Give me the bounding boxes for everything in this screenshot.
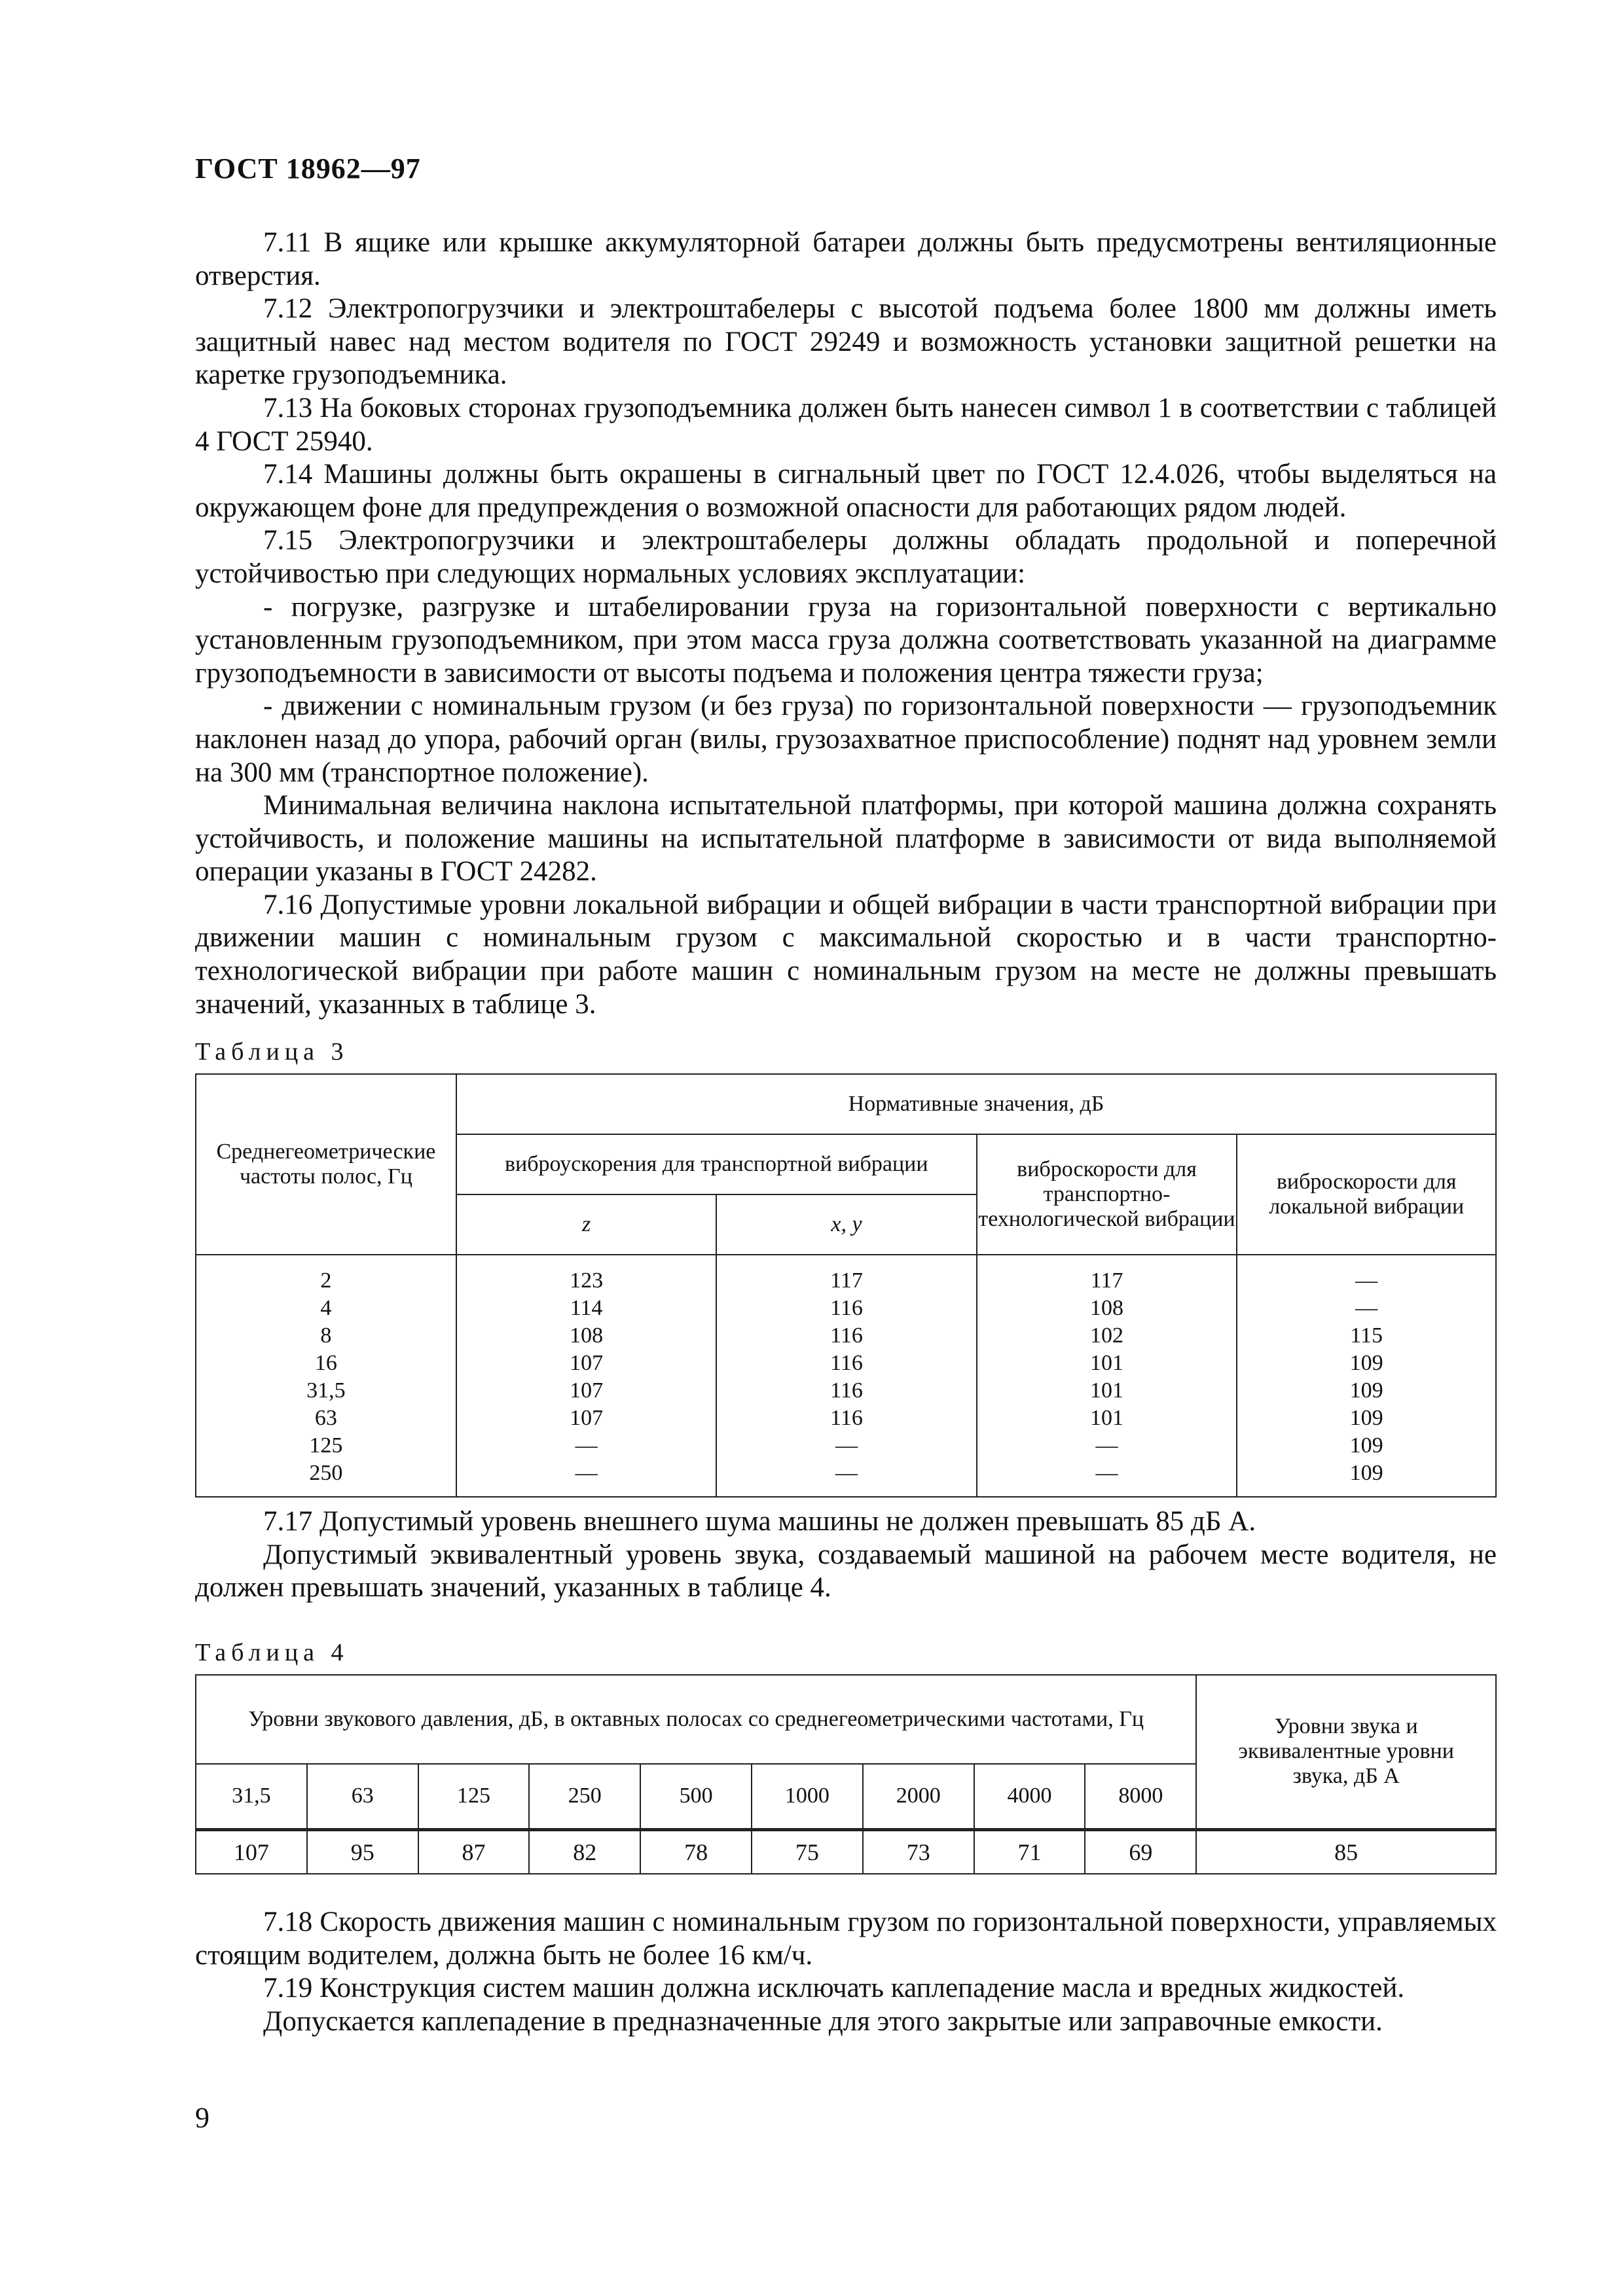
table-3-xy-column: 117 116 116 116 116 116 — — (716, 1255, 976, 1497)
paragraph-7-17: 7.17 Допустимый уровень внешнего шума машины не должен превышать 85 дБ А. (263, 1506, 1256, 1537)
table-3-tech-column: 117 108 102 101 101 101 — — (977, 1255, 1237, 1497)
table-4-freq: 250 (529, 1764, 640, 1829)
table-4-value: 71 (974, 1829, 1085, 1874)
table-4-freq: 31,5 (196, 1764, 307, 1829)
table-3-z-column: 123 114 108 107 107 107 — — (456, 1255, 716, 1497)
paragraph-7-12: 7.12 Электропогрузчики и электроштабелеры с высотой подъема более 1800 мм должны иметь защитный навес над местом водителя по ГОСТ 29249 и возможность установки защитной решетки на каретке грузоподъемника. (195, 293, 1497, 391)
list-item-loading: - погрузке, разгрузке и штабелировании груза на горизонтальной поверхности с вертикально установленным грузоподъемником, при этом масса груза должна соответствовать указанной на диаграмме грузоподъемности в зависимости от высоты подъема и положения центра тяжести груза; (195, 591, 1497, 689)
paragraph-7-16: 7.16 Допустимые уровни локальной вибрации и общей вибрации в части транспортной вибрации при движении машин с номинальным грузом с максимальной скоростью и в части транспортно-технологической вибрации при работе машин с номинальным грузом на месте не должны превышать значений, указанных в таблице 3. (195, 889, 1497, 1020)
table-3-transport-header: виброускорения для транспортной вибрации (456, 1134, 977, 1194)
table-4-total-value: 85 (1196, 1829, 1496, 1874)
table-4-value: 69 (1085, 1829, 1196, 1874)
table-3 (195, 1073, 1497, 1498)
table-4-total-header: Уровни звука и эквивалентные уровни звука, дБ А (1196, 1675, 1496, 1829)
table-4-freq: 4000 (974, 1764, 1085, 1829)
table-3-local-column: — — 115 109 109 109 109 109 (1237, 1255, 1496, 1497)
table-4-freq: 8000 (1085, 1764, 1196, 1829)
table-4-freq: 2000 (863, 1764, 974, 1829)
paragraph-drip-allowed: Допускается каплепадение в предназначенные для этого закрытые или заправочные емкости. (263, 2005, 1383, 2037)
table-4-freq: 125 (418, 1764, 530, 1829)
paragraph-7-19: 7.19 Конструкция систем машин должна исключать каплепадение масла и вредных жидкостей. (263, 1973, 1405, 2004)
paragraph-7-15: 7.15 Электропогрузчики и электроштабелеры должны обладать продольной и поперечной устойчивостью при следующих нормальных условиях эксплуатации: (195, 525, 1497, 589)
paragraph-equivalent-level: Допустимый эквивалентный уровень звука, создаваемый машиной на рабочем месте водителя, не должен превышать значений, указанных в таблице 4. (195, 1539, 1497, 1604)
table-3-axis-z: z (456, 1194, 716, 1255)
table-4-group-header: Уровни звукового давления, дБ, в октавных полосах со среднегеометрическими частотами, Гц (196, 1675, 1196, 1764)
table-3-local-header: виброскорости для локальной вибрации (1237, 1134, 1496, 1255)
section-7-17 (195, 1505, 1497, 1605)
section-7-18 (195, 1906, 1497, 2038)
paragraph-7-11: 7.11 В ящике или крышке аккумуляторной батареи должны быть предусмотрены вентиляционные отверстия. (195, 227, 1497, 291)
table-4-value: 82 (529, 1829, 640, 1874)
table-4-value: 78 (640, 1829, 752, 1874)
section-7-top (195, 226, 1497, 1021)
list-item-movement: - движении с номинальным грузом (и без груза) по горизонтальной поверхности — грузоподъемник наклонен назад до упора, рабочий орган (вилы, грузозахватное приспособление) поднят над уровнем земли на 300 мм (транспортное положение). (195, 691, 1497, 788)
table-3-freq-header: Среднегеометрические частоты полос, Гц (196, 1074, 456, 1255)
paragraph-platform: Минимальная величина наклона испытательной платформы, при которой машина должна сохранять устойчивость, и положение машины на испытательной платформе в зависимости от вида выполняемой операции указаны в ГОСТ 24282. (195, 790, 1497, 888)
table-4-value: 107 (196, 1829, 307, 1874)
table-3-axis-xy: x, y (716, 1194, 976, 1255)
table-4-value: 87 (418, 1829, 530, 1874)
page-number: 9 (195, 2102, 210, 2134)
table-4-value: 75 (752, 1829, 863, 1874)
table-4-freq: 63 (307, 1764, 418, 1829)
paragraph-7-13: 7.13 На боковых сторонах грузоподъемника должен быть нанесен символ 1 в соответствии с таблицей 4 ГОСТ 25940. (195, 392, 1497, 457)
table-4-freq: 1000 (752, 1764, 863, 1829)
paragraph-7-18: 7.18 Скорость движения машин с номинальным грузом по горизонтальной поверхности, управляемых стоящим водителем, должна быть не более 16 км/ч. (195, 1907, 1497, 1971)
table-4-value: 73 (863, 1829, 974, 1874)
table-4-freq: 500 (640, 1764, 752, 1829)
table-4 (195, 1674, 1497, 1874)
table-3-caption: Таблица 3 (195, 1038, 349, 1066)
document-code: ГОСТ 18962—97 (195, 152, 421, 185)
table-4-caption: Таблица 4 (195, 1639, 349, 1666)
table-3-tech-header: виброскорости для транспортно-технологической вибрации (977, 1134, 1237, 1255)
table-3-freq-column: 2 4 8 16 31,5 63 125 250 (196, 1255, 456, 1497)
table-4-value: 95 (307, 1829, 418, 1874)
table-3-group-header: Нормативные значения, дБ (456, 1074, 1496, 1134)
paragraph-7-14: 7.14 Машины должны быть окрашены в сигнальный цвет по ГОСТ 12.4.026, чтобы выделяться на окружающем фоне для предупреждения о возможной опасности для работающих рядом людей. (195, 459, 1497, 523)
